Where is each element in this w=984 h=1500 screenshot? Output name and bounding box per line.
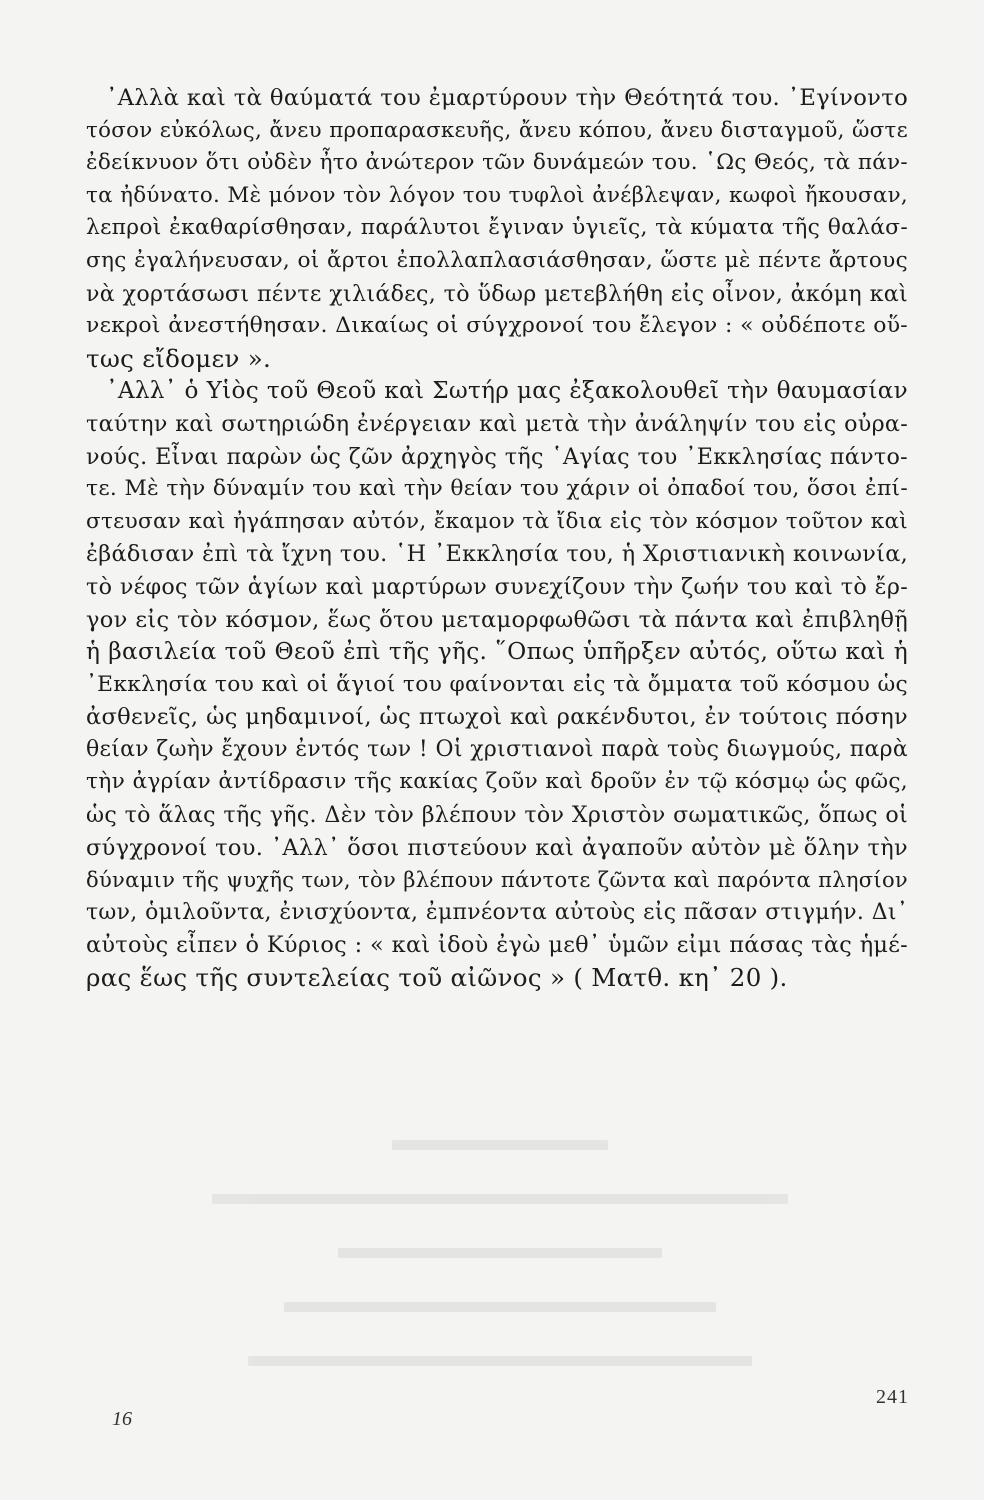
text-line: αὐτοὺς εἶπεν ὁ Κύριος : « καὶ ἰδοὺ ἐγὼ μεθ᾿ ὑμῶν εἰμι πάσας τὰς ἡμέ- bbox=[86, 932, 908, 959]
text-line: των, ὁμιλοῦντα, ἐνισχύοντα, ἐμπνέοντα αὐτοὺς εἰς πᾶσαν στιγμήν. Δι᾿ bbox=[86, 899, 908, 925]
text-line: ἡ βασιλεία τοῦ Θεοῦ ἐπὶ τῆς γῆς. ῞Οπως ὑπῆρξεν αὐτός, οὕτω καὶ ἡ bbox=[86, 638, 908, 666]
text-line: ἐβάδισαν ἐπὶ τὰ ἴχνη του. ῾Η ᾿Εκκλησία του, ἡ Χριστιανικὴ κοινωνία, bbox=[86, 541, 908, 568]
text-line: λεπροὶ ἐκαθαρίσθησαν, παράλυτοι ἔγιναν ὑγιεῖς, τὰ κύματα τῆς θαλάσ- bbox=[86, 215, 908, 241]
text-line: σύγχρονοί του. ᾿Αλλ᾿ ὅσοι πιστεύουν καὶ ἀγαποῦν αὐτὸν μὲ ὅλην τὴν bbox=[86, 834, 908, 861]
text-line: τως εἴδομεν ». bbox=[86, 343, 272, 373]
text-line: νεκροὶ ἀνεστήθησαν. Δικαίως οἱ σύγχρονοί του ἔλεγον : « οὐδέποτε οὕ- bbox=[86, 313, 908, 339]
page-number: 241 bbox=[876, 1386, 909, 1408]
text-line: ᾿Εκκλησία του καὶ οἱ ἅγιοί του φαίνονται εἰς τὰ ὄμματα τοῦ κόσμου ὡς bbox=[86, 671, 908, 697]
text-line: σης ἐγαλήνευσαν, οἱ ἄρτοι ἐπολλαπλασιάσθησαν, ὥστε μὲ πέντε ἄρτους bbox=[86, 247, 908, 273]
text-line: ἀσθενεῖς, ὡς μηδαμινοί, ὡς πτωχοὶ καὶ ρακένδυτοι, ἐν τούτοις πόσην bbox=[86, 704, 908, 731]
text-line: τὸ νέφος τῶν ἁγίων καὶ μαρτύρων συνεχίζουν τὴν ζωήν του καὶ τὸ ἔρ- bbox=[86, 573, 908, 600]
text-line: θείαν ζωὴν ἔχουν ἐντός των ! Οἱ χριστιανοὶ παρὰ τοὺς διωγμούς, παρὰ bbox=[86, 736, 908, 762]
text-line: ἐδείκνυον ὅτι οὐδὲν ἦτο ἀνώτερον τῶν δυνάμεών του. ῾Ως Θεός, τὰ πάν- bbox=[86, 150, 908, 176]
body-text bbox=[86, 82, 908, 995]
signature-mark: 16 bbox=[112, 1408, 132, 1430]
text-line: τὴν ἀγρίαν ἀντίδρασιν τῆς κακίας ζοῦν καὶ δροῦν ἐν τῷ κόσμῳ ὡς φῶς, bbox=[86, 769, 908, 795]
text-line: τόσον εὐκόλως, ἄνευ προπαρασκευῆς, ἄνευ κόπου, ἄνευ δισταγμοῦ, ὥστε bbox=[86, 117, 908, 143]
text-line: ταύτην καὶ σωτηριώδη ἐνέργειαν καὶ μετὰ τὴν ἀνάληψίν του εἰς οὐρα- bbox=[86, 410, 908, 437]
text-line: γον εἰς τὸν κόσμον, ἕως ὅτου μεταμορφωθῶσι τὰ πάντα καὶ ἐπιβληθῇ bbox=[86, 606, 908, 633]
text-line: ᾿Αλλ᾿ ὁ Υἱὸς τοῦ Θεοῦ καὶ Σωτήρ μας ἐξακολουθεῖ τὴν θαυμασίαν bbox=[106, 378, 908, 405]
text-line: ᾿Αλλὰ καὶ τὰ θαύματά του ἐμαρτύρουν τὴν Θεότητά του. ᾿Εγίνοντο bbox=[106, 85, 908, 111]
bleed-through-shadow bbox=[140, 1140, 860, 1380]
text-line: ὡς τὸ ἅλας τῆς γῆς. Δὲν τὸν βλέπουν τὸν Χριστὸν σωματικῶς, ὅπως οἱ bbox=[86, 802, 908, 829]
text-line: τα ἠδύνατο. Μὲ μόνον τὸν λόγον του τυφλοὶ ἀνέβλεψαν, κωφοὶ ἤκουσαν, bbox=[86, 182, 908, 208]
text-line: νὰ χορτάσωσι πέντε χιλιάδες, τὸ ὕδωρ μετεβλήθη εἰς οἶνον, ἀκόμη καὶ bbox=[86, 280, 908, 307]
text-line: δύναμιν τῆς ψυχῆς των, τὸν βλέπουν πάντοτε ζῶντα καὶ παρόντα πλησίον bbox=[86, 867, 908, 893]
text-line: ρας ἕως τῆς συντελείας τοῦ αἰῶνος » ( Ματθ. κη᾿ 20 ). bbox=[86, 963, 788, 993]
text-line: τε. Μὲ τὴν δύναμίν του καὶ τὴν θείαν του χάριν οἱ ὀπαδοί του, ὅσοι ἐπί- bbox=[86, 476, 908, 502]
text-line: νούς. Εἶναι παρὼν ὡς ζῶν ἀρχηγὸς τῆς ῾Αγίας του ᾿Εκκλησίας πάντο- bbox=[86, 443, 908, 470]
text-line: στευσαν καὶ ἠγάπησαν αὐτόν, ἔκαμον τὰ ἴδια εἰς τὸν κόσμον τοῦτον καὶ bbox=[86, 508, 908, 534]
